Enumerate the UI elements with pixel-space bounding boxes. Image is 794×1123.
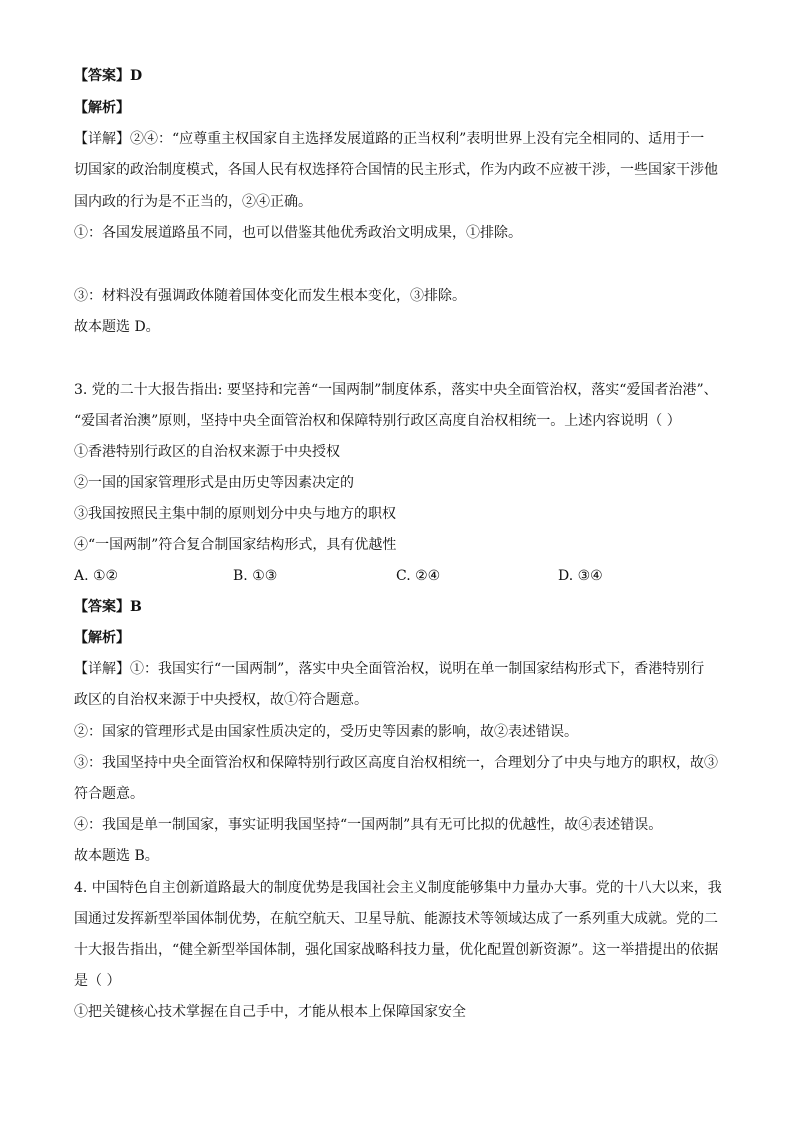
q2-analysis-label: 【解析】 — [74, 100, 130, 116]
q4-stem-line: 是（ ） — [74, 973, 121, 989]
q3-answer: 【答案】B — [74, 599, 142, 615]
q3-statement: ③我国按照民主集中制的原则划分中央与地方的职权 — [74, 506, 396, 522]
q3-explain-line: 【详解】①：我国实行“一国两制”，落实中央全面管治权，说明在单一制国家结构形式下，香港特别行 — [74, 661, 705, 677]
q3-explain-line: ④：我国是单一制国家，事实证明我国坚持“一国两制”具有无可比拟的优越性，故④表述错误。 — [74, 817, 663, 833]
q2-explain-line: 国内政的行为是不正当的，②④正确。 — [74, 194, 312, 210]
q4-statement: ①把关键核心技术掌握在自己手中，才能从根本上保障国家安全 — [74, 1004, 466, 1020]
q3-explain-line: ②：国家的管理形式是由国家性质决定的，受历史等因素的影响，故②表述错误。 — [74, 724, 578, 740]
q2-explain-line: 切国家的政治制度模式，各国人民有权选择符合国情的民主形式，作为内政不应被干涉，一些国家干涉他 — [74, 162, 718, 178]
q3-option-c: C. ②④ — [396, 568, 441, 584]
q3-conclusion: 故本题选 B。 — [74, 848, 159, 864]
q3-stem-line: 3. 党的二十大报告指出: 要坚持和完善“一国两制”制度体系，落实中央全面管治权，落实“爱国者治港”、 — [74, 382, 718, 398]
q2-answer: 【答案】D — [74, 68, 143, 84]
q3-explain-line: 符合题意。 — [74, 786, 144, 802]
q3-explain-line: 政区的自治权来源于中央授权，故①符合题意。 — [74, 692, 368, 708]
q3-statement: ④“一国两制”符合复合制国家结构形式，具有优越性 — [74, 537, 397, 553]
q2-explain-line: 【详解】②④：“应尊重主权国家自主选择发展道路的正当权利”表明世界上没有完全相同的、适用于一 — [74, 131, 705, 147]
q2-conclusion: 故本题选 D。 — [74, 319, 160, 335]
q4-stem-line: 国通过发挥新型举国体制优势，在航空航天、卫星导航、能源技术等领域达成了一系列重大成就。党的二 — [74, 911, 718, 927]
q3-option-a: A. ①② — [74, 568, 119, 584]
q3-statement: ①香港特别行政区的自治权来源于中央授权 — [74, 444, 340, 460]
q3-option-b: B. ①③ — [233, 568, 278, 584]
q2-explain-line: ①：各国发展道路虽不同，也可以借鉴其他优秀政治文明成果，①排除。 — [74, 225, 522, 241]
q3-stem-line: “爱国者治澳”原则，坚持中央全面管治权和保障特别行政区高度自治权相统一。上述内容说明（ ） — [74, 413, 681, 429]
q4-stem-line: 十大报告指出，“健全新型举国体制，强化国家战略科技力量，优化配置创新资源”。这一举措提出的依据 — [74, 942, 719, 958]
q4-stem-line: 4. 中国特色自主创新道路最大的制度优势是我国社会主义制度能够集中力量办大事。党的十八大以来，我 — [74, 880, 722, 896]
q3-statement: ②一国的国家管理形式是由历史等因素决定的 — [74, 475, 354, 491]
q2-explain-line: ③：材料没有强调政体随着国体变化而发生根本变化，③排除。 — [74, 288, 466, 304]
q3-explain-line: ③：我国坚持中央全面管治权和保障特别行政区高度自治权相统一，合理划分了中央与地方的职权，故③ — [74, 755, 718, 771]
q3-analysis-label: 【解析】 — [74, 630, 130, 646]
q3-option-d: D. ③④ — [558, 568, 603, 584]
